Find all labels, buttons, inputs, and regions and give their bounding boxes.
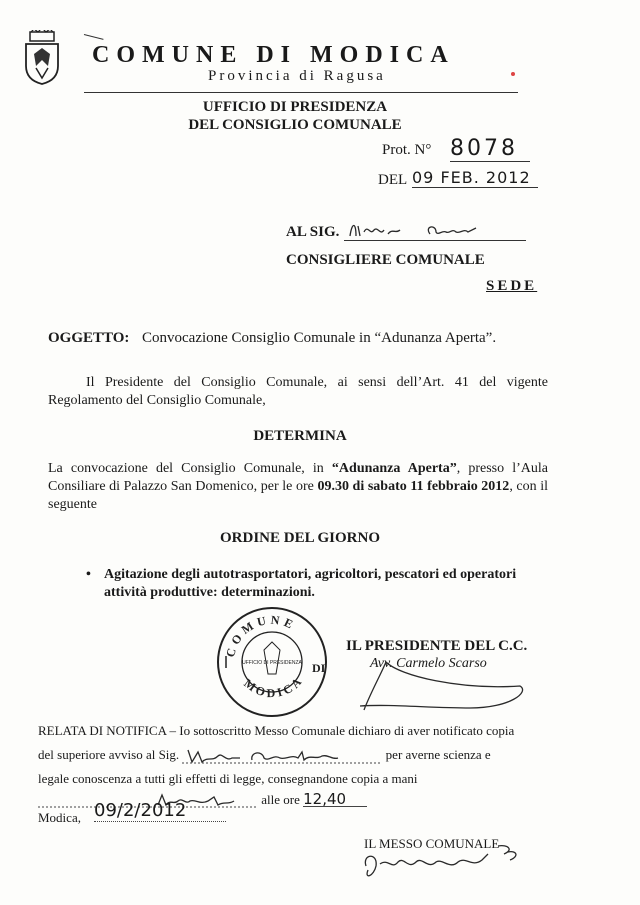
modica-date: 09/2/2012 xyxy=(94,800,226,822)
oggetto-text: Convocazione Consiglio Comunale in “Adunanza Aperta”. xyxy=(142,330,497,346)
recipient-handwritten-name xyxy=(344,220,526,241)
p2-date-time: 09.30 di sabato 11 febbraio 2012 xyxy=(317,479,510,494)
oggetto-label: OGGETTO: xyxy=(48,330,130,346)
seal-text-bottom: MODICA xyxy=(241,672,307,701)
ufficio-heading xyxy=(180,98,410,134)
messo-comunale-label: IL MESSO COMUNALE xyxy=(364,836,500,851)
paragraph-premessa: Il Presidente del Consiglio Comunale, ai sensi dell’Art. 41 del vigente Regolamento del Consiglio Comunale, xyxy=(48,375,548,408)
city-crest-icon xyxy=(22,30,62,86)
modica-label: Modica, xyxy=(38,810,81,825)
p2-part-a: La convocazione del Consiglio Comunale, in xyxy=(48,461,332,476)
al-sig-label: AL SIG. xyxy=(286,224,340,240)
header-hook-line xyxy=(84,34,104,40)
comune-title: COMUNE DI MODICA xyxy=(92,42,455,68)
signatory-name: Avv. Carmelo Scarso xyxy=(370,656,487,671)
p2-adunanza: “Adunanza Aperta” xyxy=(331,461,457,476)
ufficio-line-1: UFFICIO DI PRESIDENZA xyxy=(202,99,388,115)
prot-number: 8078 xyxy=(450,136,530,162)
p2-part-e: , con il seguente xyxy=(48,479,549,512)
agenda-item-text: Agitazione degli autotrasportatori, agricoltori, pescatori ed operatori attività produttive: determinazioni. xyxy=(104,567,517,600)
relata-line-2-b: per averne scienza e xyxy=(385,747,491,762)
president-signature xyxy=(360,656,530,716)
ufficio-line-2: DEL CONSIGLIO COMUNALE xyxy=(188,117,402,133)
signatory-title: IL PRESIDENTE DEL C.C. xyxy=(346,638,528,654)
seal-text-center: UFFICIO DI PRESIDENZA xyxy=(242,660,302,666)
seal-text-right: DI xyxy=(312,661,326,675)
determina-heading: DETERMINA xyxy=(253,428,347,444)
sede-label: SEDE xyxy=(486,278,538,294)
ordine-del-giorno-heading: ORDINE DEL GIORNO xyxy=(219,530,381,546)
relata-line-1: RELATA DI NOTIFICA – Io sottoscritto Messo Comunale dichiaro di aver notificato copia xyxy=(38,723,515,738)
header-divider xyxy=(84,92,518,93)
ore-value: 12,40 xyxy=(303,792,367,807)
recipient-role: CONSIGLIERE COMUNALE xyxy=(286,252,485,268)
notified-person-signature xyxy=(182,748,382,764)
relata-line-2-a: del superiore avviso al Sig. xyxy=(38,747,180,762)
municipal-seal-icon xyxy=(212,602,332,722)
bullet-icon: • xyxy=(86,567,91,582)
red-mark xyxy=(511,72,515,76)
provincia-subtitle: Provincia di Ragusa xyxy=(208,68,386,84)
relata-line-2 xyxy=(38,748,550,764)
seal-text-top: COMUNE xyxy=(223,612,299,659)
paragraph-convocazione xyxy=(48,460,548,514)
messo-signature xyxy=(358,840,528,884)
del-label: DEL xyxy=(378,172,408,188)
prot-label: Prot. N° xyxy=(382,142,432,158)
p2-part-c: , presso l’Aula Consiliare di Palazzo San Domenico, per le ore xyxy=(48,461,549,494)
agenda-item xyxy=(86,566,526,602)
date-stamp: 09 FEB. 2012 xyxy=(412,168,538,188)
ore-label: alle ore xyxy=(261,792,300,807)
relata-line-3: legale conoscenza a tutti gli effetti di legge, consegnandone copia a mani xyxy=(38,771,418,786)
svg-text:MODICA xyxy=(241,673,306,700)
